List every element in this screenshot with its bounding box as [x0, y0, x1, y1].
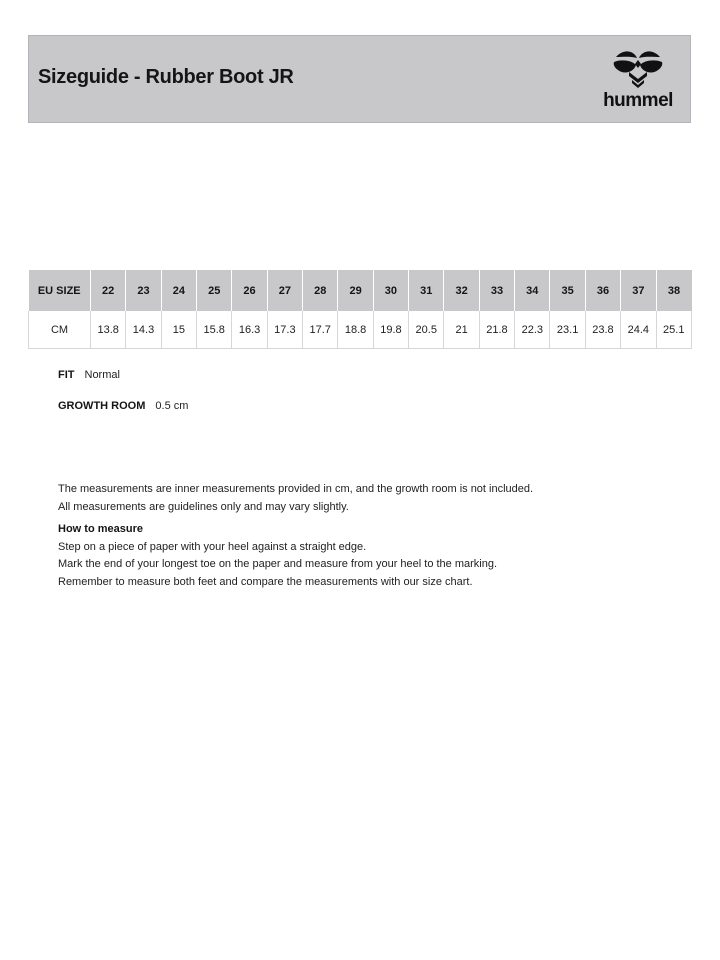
cm-value-cell: 23.1 [550, 311, 585, 349]
cm-value-cell: 24.4 [621, 311, 656, 349]
cm-row [29, 311, 692, 349]
eu-size-cell: 38 [656, 270, 692, 311]
eu-size-cell: 27 [267, 270, 302, 311]
eu-size-cell: 35 [550, 270, 585, 311]
cm-value-cell: 21 [444, 311, 479, 349]
eu-size-cell: 33 [479, 270, 514, 311]
cm-value-cell: 20.5 [409, 311, 444, 349]
growth-room-value: 0.5 cm [155, 400, 189, 412]
size-chart-table [28, 270, 692, 349]
eu-size-cell: 25 [197, 270, 232, 311]
cm-value-cell: 15 [161, 311, 196, 349]
eu-size-cell: 24 [161, 270, 196, 311]
note-line: All measurements are guidelines only and may vary slightly. [58, 500, 349, 513]
cm-value-cell: 16.3 [232, 311, 267, 349]
eu-size-cell: 28 [303, 270, 338, 311]
cm-value-cell: 25.1 [656, 311, 692, 349]
cm-value-cell: 17.7 [303, 311, 338, 349]
growth-room-info [58, 400, 188, 412]
cm-value-cell: 15.8 [197, 311, 232, 349]
how-to-step: Step on a piece of paper with your heel against a straight edge. [58, 540, 367, 553]
cm-value-cell: 14.3 [126, 311, 161, 349]
brand-wordmark: hummel [603, 90, 673, 111]
cm-label: CM [29, 311, 91, 349]
hummel-logo [600, 48, 676, 112]
eu-size-cell: 36 [585, 270, 620, 311]
how-to-measure-heading: How to measure [58, 523, 143, 535]
page-title: Sizeguide - Rubber Boot JR [38, 66, 294, 88]
eu-size-cell: 34 [515, 270, 550, 311]
eu-size-cell: 29 [338, 270, 373, 311]
eu-size-row [29, 270, 692, 311]
cm-value-cell: 19.8 [373, 311, 408, 349]
fit-info [58, 369, 120, 381]
eu-size-cell: 26 [232, 270, 267, 311]
cm-value-cell: 23.8 [585, 311, 620, 349]
fit-label: FIT [58, 369, 75, 381]
how-to-step: Mark the end of your longest toe on the paper and measure from your heel to the marking. [58, 558, 498, 570]
cm-value-cell: 18.8 [338, 311, 373, 349]
eu-size-cell: 22 [91, 270, 126, 311]
eu-size-cell: 31 [409, 270, 444, 311]
growth-room-label: GROWTH ROOM [58, 400, 146, 412]
note-line: The measurements are inner measurements provided in cm, and the growth room is not included. [58, 483, 534, 495]
cm-value-cell: 22.3 [515, 311, 550, 349]
measurement-notes [58, 481, 678, 591]
cm-value-cell: 13.8 [91, 311, 126, 349]
eu-size-label: EU SIZE [29, 270, 91, 311]
cm-value-cell: 17.3 [267, 311, 302, 349]
fit-value: Normal [84, 369, 120, 381]
eu-size-cell: 32 [444, 270, 479, 311]
eu-size-cell: 37 [621, 270, 656, 311]
bee-logo-icon [612, 48, 664, 90]
eu-size-cell: 30 [373, 270, 408, 311]
eu-size-cell: 23 [126, 270, 161, 311]
header-banner [28, 35, 691, 123]
cm-value-cell: 21.8 [479, 311, 514, 349]
how-to-step: Remember to measure both feet and compare the measurements with our size chart. [58, 575, 473, 588]
